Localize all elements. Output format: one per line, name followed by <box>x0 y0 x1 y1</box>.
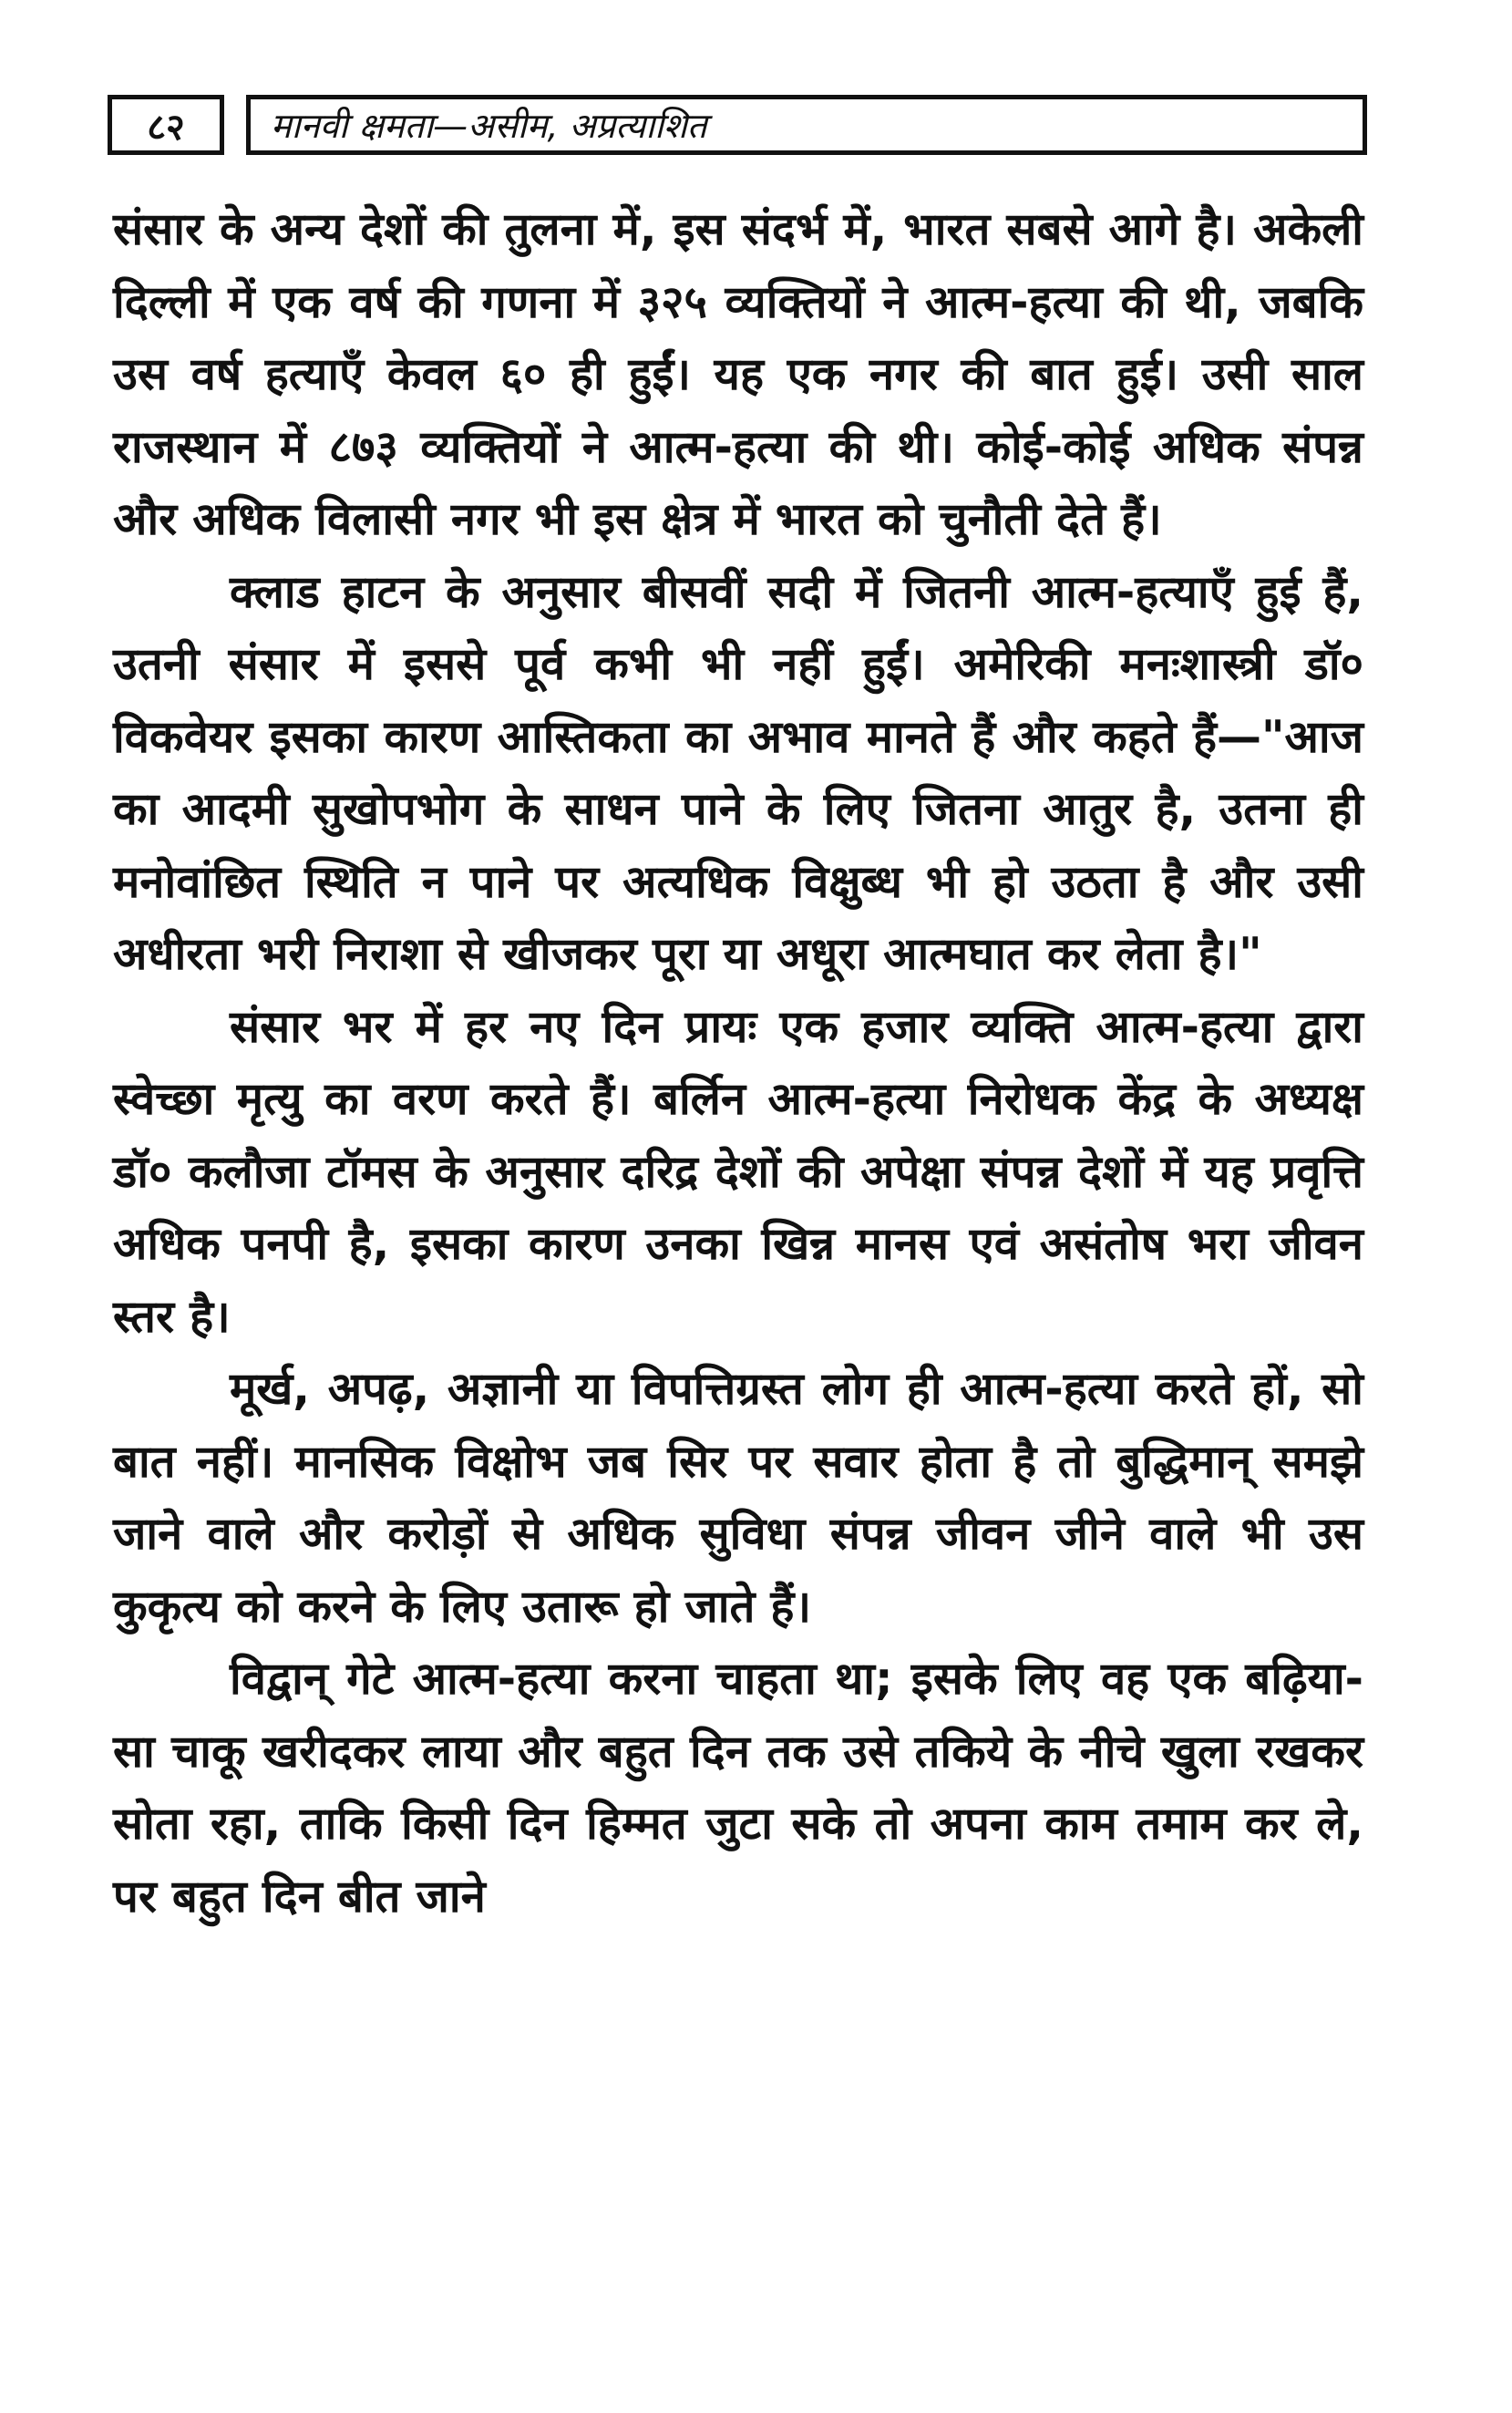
paragraph: क्लाड हाटन के अनुसार बीसवीं सदी में जितनी आत्म-हत्याएँ हुई हैं, उतनी संसार में इससे पूर्व कभी भी नहीं हुईं। अमेरिकी मनःशास्त्री डॉ० विकवेयर इसका कारण आस्तिकता का अभाव मानते हैं और कहते हैं—"आज का आदमी सुखोपभोग के साधन पाने के लिए जितना आतुर है, उतना ही मनोवांछित स्थिति न पाने पर अत्यधिक विक्षुब्ध भी हो उठता है और उसी अधीरता भरी निराशा से खीजकर पूरा या अधूरा आत्मघात कर लेता है।" <box>113 565 1363 980</box>
paragraph: संसार के अन्य देशों की तुलना में, इस संदर्भ में, भारत सबसे आगे है। अकेली दिल्ली में एक वर्ष की गणना में ३२५ व्यक्तियों ने आत्म-हत्या की थी, जबकि उस वर्ष हत्याएँ केवल ६० ही हुईं। यह एक नगर की बात हुई। उसी साल राजस्थान में ८७३ व्यक्तियों ने आत्म-हत्या की थी। कोई-कोई अधिक संपन्न और अधिक विलासी नगर भी इस क्षेत्र में भारत को चुनौती देते हैं। <box>113 203 1363 545</box>
page-number: ८२ <box>108 95 224 155</box>
paragraph: मूर्ख, अपढ़, अज्ञानी या विपत्तिग्रस्त लोग ही आत्म-हत्या करते हों, सो बात नहीं। मानसिक विक्षोभ जब सिर पर सवार होता है तो बुद्धिमान् समझे जाने वाले और करोड़ों से अधिक सुविधा संपन्न जीवन जीने वाले भी उस कुकृत्य को करने के लिए उतारू हो जाते हैं। <box>113 1363 1363 1633</box>
running-title: मानवी क्षमता—असीम, अप्रत्याशित <box>246 95 1367 155</box>
page-header <box>108 95 1367 155</box>
paragraph: संसार भर में हर नए दिन प्रायः एक हजार व्यक्ति आत्म-हत्या द्वारा स्वेच्छा मृत्यु का वरण करते हैं। बर्लिन आत्म-हत्या निरोधक केंद्र के अध्यक्ष डॉ० कलौजा टॉमस के अनुसार दरिद्र देशों की अपेक्षा संपन्न देशों में यह प्रवृत्ति अधिक पनपी है, इसका कारण उनका खिन्न मानस एवं असंतोष भरा जीवन स्तर है। <box>113 1000 1363 1343</box>
paragraph: विद्वान् गेटे आत्म-हत्या करना चाहता था; इसके लिए वह एक बढ़िया-सा चाकू खरीदकर लाया और बहुत दिन तक उसे तकिये के नीचे खुला रखकर सोता रहा, ताकि किसी दिन हिम्मत जुटा सके तो अपना काम तमाम कर ले, पर बहुत दिन बीत जाने <box>113 1653 1364 1923</box>
body-text <box>113 193 1363 1933</box>
